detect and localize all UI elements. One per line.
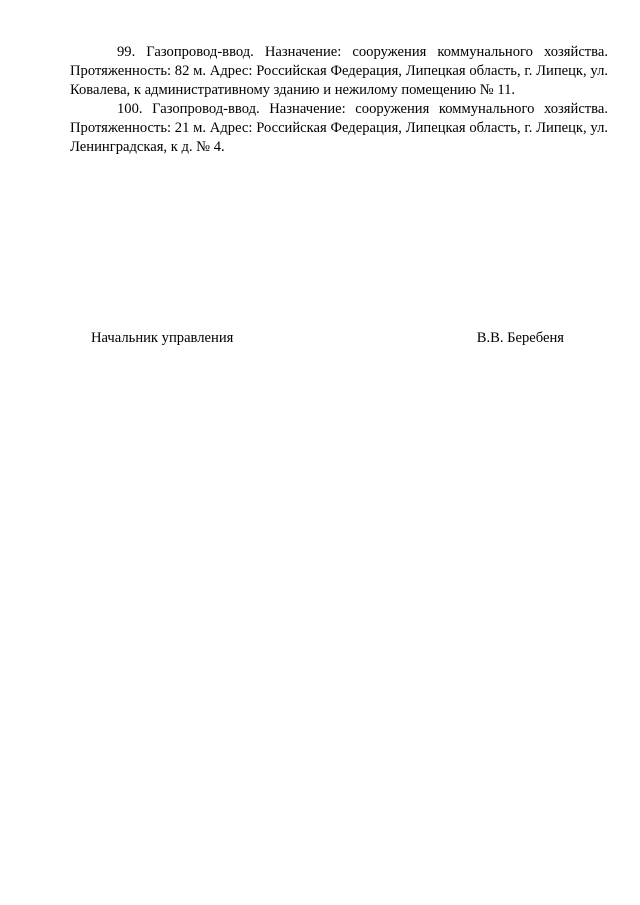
signature-block [91,329,564,348]
signatory-position: Начальник управления [91,330,234,346]
document-body [70,43,608,157]
list-item-99: 99. Газопровод-ввод. Назначение: сооружения коммунального хозяйства. Протяженность: 82 м. Адрес: Российская Федерация, Липецкая область, г. Липецк, ул. Ковалева, к административному зданию и нежилому помещению № 11. [70,44,608,98]
signatory-name: В.В. Беребеня [476,330,564,346]
list-item-100: 100. Газопровод-ввод. Назначение: сооружения коммунального хозяйства. Протяженность: 21 м. Адрес: Российская Федерация, Липецкая область, г. Липецк, ул. Ленинградская, к д. № 4. [70,101,608,155]
